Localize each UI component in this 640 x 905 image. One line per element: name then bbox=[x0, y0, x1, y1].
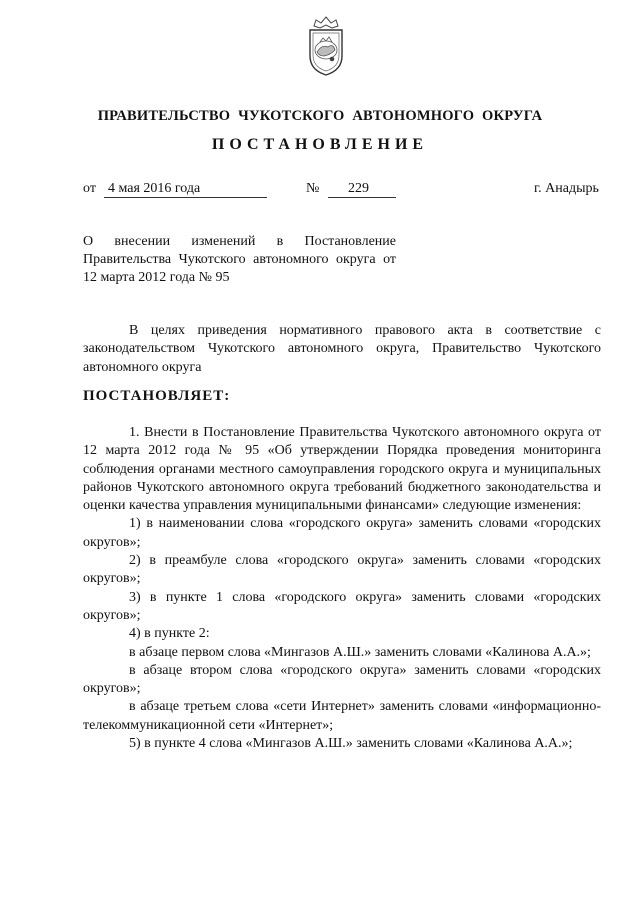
list-item: 1. Внести в Постановление Правительства Чукотского автономного округа от 12 марта 2012 года № 95 «Об утверждении Порядка проведения мониторинга соблюдения органами местного самоуправления городского округа и муниципальных районов Чукотского автономного округа требований бюджетного законодательства и оценки качества управления муниципальными финансами» следующие изменения: bbox=[83, 425, 601, 514]
list-item: 5) в пункте 4 слова «Мингазов А.Ш.» заменить словами «Калинова А.А.»; bbox=[129, 736, 573, 752]
resolves-heading: ПОСТАНОВЛЯЕТ: bbox=[83, 388, 231, 404]
document-number: 229 bbox=[328, 181, 396, 198]
list-item: в абзаце третьем слова «сети Интернет» заменить словами «информационно-телекоммуникационной сети «Интернет»; bbox=[83, 699, 601, 733]
document-subject: О внесении изменений в Постановление Правительства Чукотского автономного округа от 12 марта 2012 года № 95 bbox=[83, 234, 396, 285]
list-item: 3) в пункте 1 слова «городского округа» заменить словами «городских округов»; bbox=[83, 589, 601, 623]
list-item: 2) в преамбуле слова «городского округа» заменить словами «городских округов»; bbox=[83, 553, 601, 587]
coat-of-arms-icon bbox=[302, 14, 350, 78]
document-date: 4 мая 2016 года bbox=[104, 181, 267, 198]
list-item: в абзаце первом слова «Мингазов А.Ш.» заменить словами «Калинова А.А.»; bbox=[129, 644, 591, 660]
list-item: 1) в наименовании слова «городского округа» заменить словами «городских округов»; bbox=[83, 516, 601, 550]
date-label: от bbox=[83, 181, 96, 196]
number-label: № bbox=[306, 181, 320, 196]
preamble: В целях приведения нормативного правового акта в соответствие с законодательством Чукотского автономного округа, Правительство Чукотского автономного округа bbox=[83, 323, 601, 375]
list-item: в абзаце втором слова «городского округа» заменить словами «городских округов»; bbox=[83, 662, 601, 697]
list-item: 4) в пункте 2: bbox=[129, 626, 210, 642]
government-title: ПРАВИТЕЛЬСТВО ЧУКОТСКОГО АВТОНОМНОГО ОКРУГА bbox=[97, 108, 543, 124]
decree-body bbox=[83, 424, 601, 753]
document-type: ПОСТАНОВЛЕНИЕ bbox=[211, 136, 429, 153]
document-city: г. Анадырь bbox=[534, 181, 599, 196]
